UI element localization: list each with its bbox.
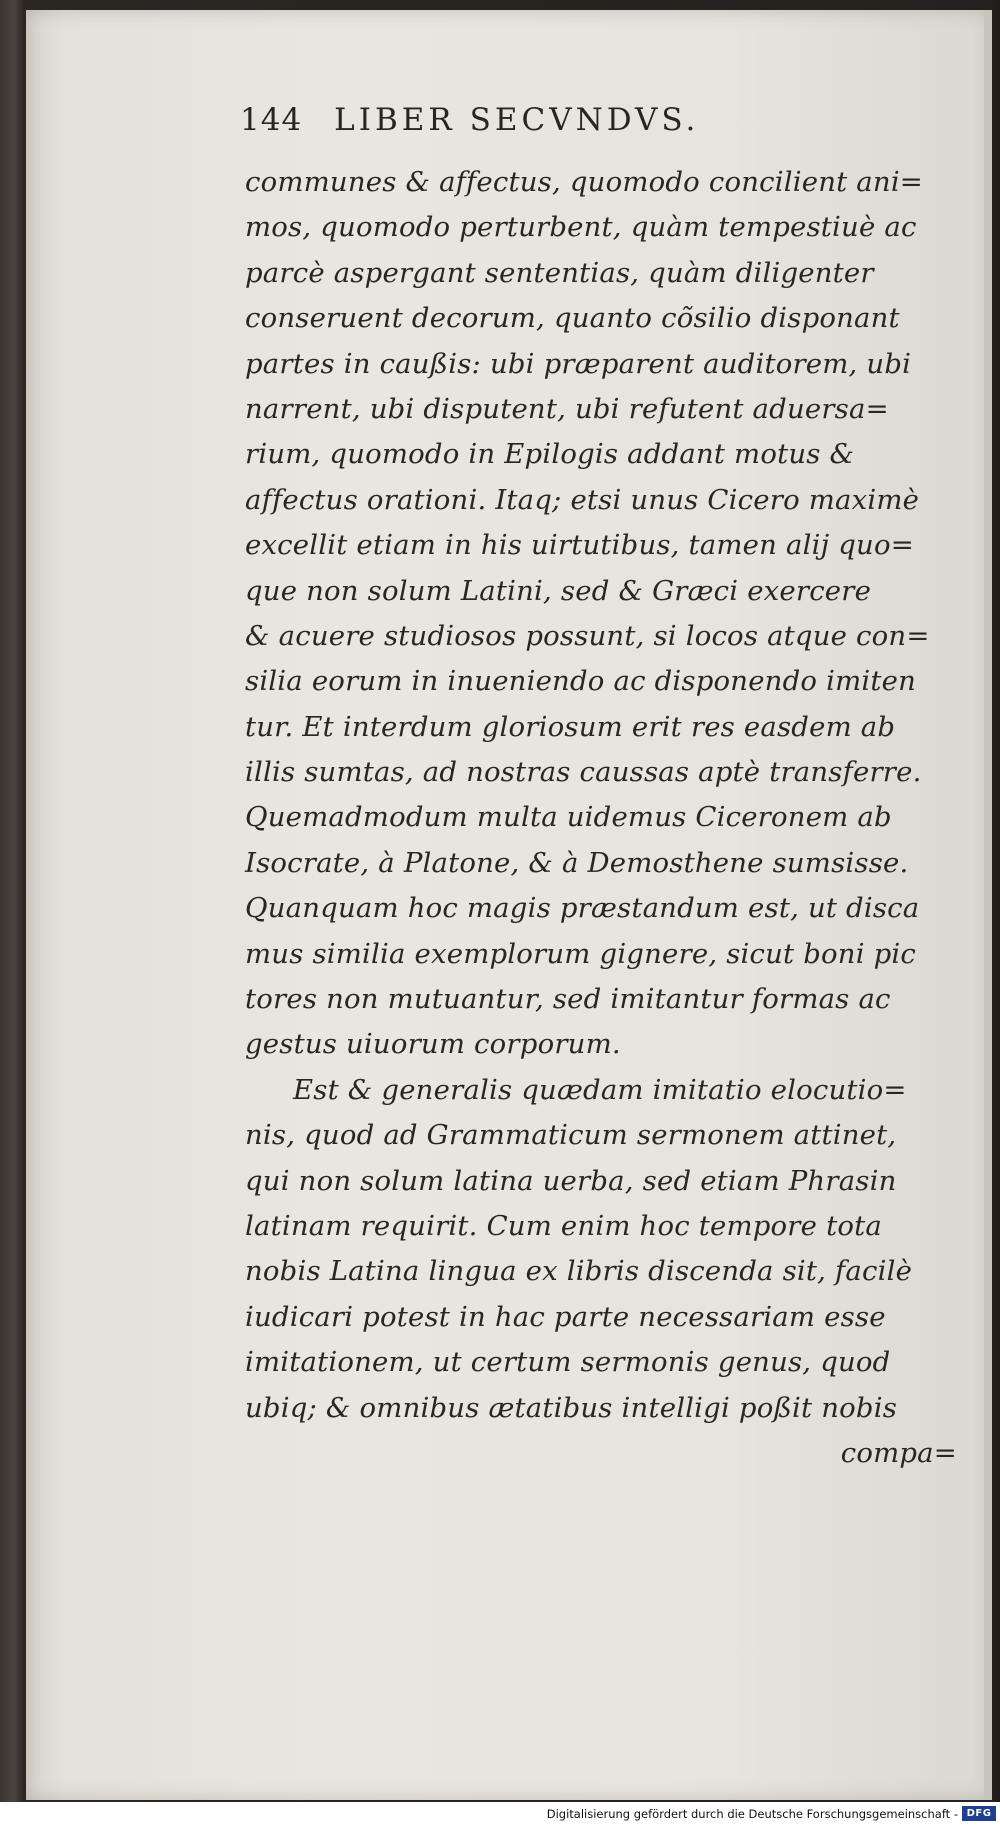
running-title: LIBER SECVNDVS. bbox=[334, 102, 700, 138]
running-head bbox=[240, 102, 800, 138]
text-line: conseruent decorum, quanto cõsilio disponant bbox=[245, 302, 900, 335]
text-line: parcè aspergant sententias, quàm diligenter bbox=[245, 256, 874, 289]
text-line: mus similia exemplorum gignere, sicut boni pic bbox=[245, 937, 917, 970]
text-line: Quanquam hoc magis præstandum est, ut disca bbox=[245, 892, 920, 925]
text-line: gestus uiuorum corporum. bbox=[245, 1028, 621, 1061]
text-line: Isocrate, à Platone, & à Demosthene sumsisse. bbox=[245, 846, 909, 879]
text-line: silia eorum in inueniendo ac disponendo imiten bbox=[245, 665, 916, 698]
text-line: latinam requirit. Cum enim hoc tempore tota bbox=[245, 1209, 882, 1242]
text-line: partes in caußis: ubi præparent auditorem, ubi bbox=[245, 347, 912, 380]
text-line: rium, quomodo in Epilogis addant motus & bbox=[245, 438, 855, 471]
text-line: communes & affectus, quomodo concilient ani= bbox=[245, 166, 924, 198]
text-line: & acuere studiosos possunt, si locos atque con= bbox=[245, 619, 930, 652]
body-text bbox=[245, 160, 957, 1476]
text-line: illis sumtas, ad nostras caussas aptè transferre. bbox=[245, 756, 922, 789]
text-line: nobis Latina lingua ex libris discenda sit, facilè bbox=[245, 1255, 913, 1288]
text-line: tores non mutuantur, sed imitantur formas ac bbox=[245, 983, 891, 1016]
text-line: ubiq; & omnibus ætatibus intelligi poßit nobis bbox=[245, 1391, 898, 1424]
text-line: Est & generalis quædam imitatio elocutio= bbox=[293, 1073, 907, 1106]
text-line: mos, quomodo perturbent, quàm tempestiuè ac bbox=[245, 211, 917, 244]
funding-notice: Digitalisierung gefördert durch die Deutsche Forschungsgemeinschaft - bbox=[546, 1807, 958, 1821]
text-line: narrent, ubi disputent, ubi refutent aduersa= bbox=[245, 392, 889, 425]
text-line: tur. Et interdum gloriosum erit res easdem ab bbox=[245, 710, 896, 743]
dfg-logo: DFG bbox=[962, 1806, 996, 1821]
text-line: iudicari potest in hac parte necessariam esse bbox=[245, 1300, 886, 1333]
text-line: imitationem, ut certum sermonis genus, quod bbox=[245, 1346, 891, 1379]
text-line: excellit etiam in his uirtutibus, tamen alij quo= bbox=[245, 529, 914, 562]
page-edge bbox=[984, 10, 992, 1800]
digitization-footer bbox=[0, 1802, 1000, 1827]
page-number: 144 bbox=[240, 102, 303, 138]
text-line: nis, quod ad Grammaticum sermonem attinet, bbox=[245, 1119, 897, 1152]
catchword: compa= bbox=[840, 1436, 957, 1469]
text-line: que non solum Latini, sed & Græci exercere bbox=[245, 574, 872, 607]
text-line: affectus orationi. Itaq; etsi unus Cicero maximè bbox=[245, 483, 920, 516]
text-line: Quemadmodum multa uidemus Ciceronem ab bbox=[245, 801, 892, 834]
text-line: qui non solum latina uerba, sed etiam Phrasin bbox=[245, 1164, 897, 1197]
